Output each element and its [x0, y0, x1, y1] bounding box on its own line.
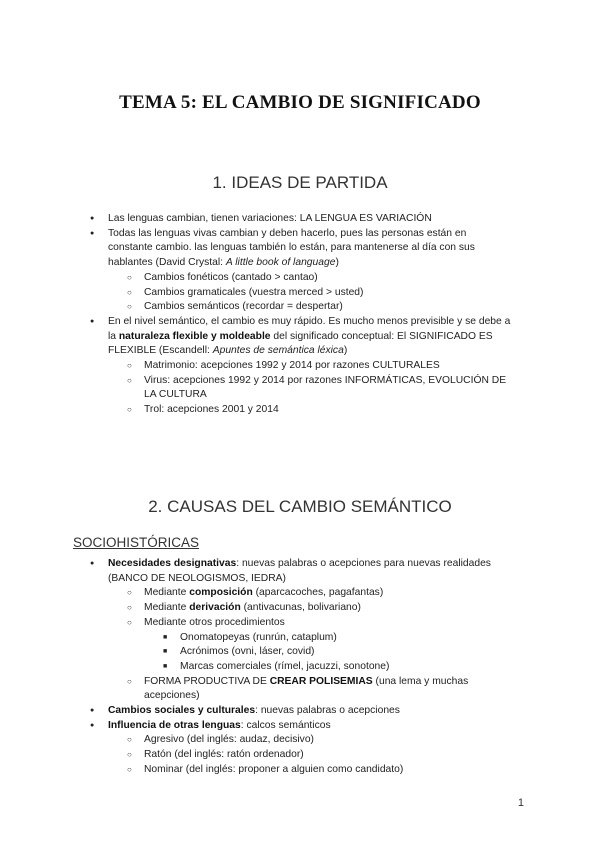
- list-item: [0, 227, 600, 271]
- list-item: [0, 557, 600, 586]
- causas-list: [0, 557, 600, 778]
- list-subitem: [0, 300, 600, 315]
- list-subitem: [0, 675, 600, 704]
- bold-term: Cambios sociales y culturales: [108, 705, 256, 717]
- list-item: [0, 315, 600, 359]
- list-item: [0, 719, 600, 734]
- subsection-heading: SOCIOHISTÓRICAS: [73, 535, 200, 550]
- list-subitem: [0, 586, 600, 601]
- list-subitem-text: Mediante: [144, 602, 190, 614]
- list-subitem: [0, 748, 600, 763]
- list-subitem-text-end: (antivacunas, bolivariano): [240, 602, 361, 614]
- list-subitem-text: Matrimonio: acepciones 1992 y 2014 por razones CULTURALES: [144, 360, 440, 372]
- list-subitem-text: Mediante: [144, 587, 190, 599]
- list-item-text-end: ): [335, 257, 339, 269]
- bold-term: Necesidades designativas: [108, 558, 237, 569]
- list-subitem-text: Agresivo (del inglés: audaz, decisivo): [144, 734, 314, 746]
- list-subitem-text: Ratón (del inglés: ratón ordenador): [144, 749, 304, 761]
- document-title: TEMA 5: EL CAMBIO DE SIGNIFICADO: [119, 92, 481, 113]
- list-subitem-text: Nominar (del inglés: proponer a alguien como candidato): [144, 763, 404, 775]
- bold-term: derivación: [189, 602, 241, 614]
- page-number: 1: [517, 797, 524, 809]
- list-subitem-text: Virus: acepciones 1992 y 2014 por razones INFORMÁTICAS, EVOLUCIÓN DE LA CULTURA: [144, 374, 507, 401]
- list-subitem-text-end: (una lema y muchas acepciones): [144, 675, 469, 702]
- list-item-text-end: ): [343, 345, 348, 357]
- list-subitem: [0, 763, 600, 778]
- list-subsubitem-text: Onomatopeyas (runrún, cataplum): [180, 631, 337, 643]
- bold-term: naturaleza flexible y moldeable: [118, 330, 271, 342]
- list-subitem-text: Cambios semánticos (recordar = despertar): [144, 301, 343, 313]
- list-subitem: [0, 286, 600, 301]
- list-subitem: [0, 616, 600, 631]
- section-heading-ideas: 1. IDEAS DE PARTIDA: [212, 173, 388, 192]
- list-subitem-text: Cambios fonéticos (cantado > cantao): [144, 271, 318, 283]
- list-item-text: Las lenguas cambian, tienen variaciones: LA LENGUA ES VARIACIÓN: [108, 213, 432, 224]
- list-item-text: En el nivel semántico, el cambio es muy rápido. Es mucho menos previsible y se debe a la: [108, 315, 511, 342]
- list-subsubitem: [0, 631, 600, 646]
- list-subsubitem-text: Acrónimos (ovni, láser, covid): [180, 646, 315, 658]
- book-title: A little book of language: [225, 257, 336, 269]
- list-subitem-text-end: (aparcacoches, pagafantas): [252, 587, 384, 599]
- list-item-text-mid: del significado conceptual: El SIGNIFICADO ES FLEXIBLE (Escandell:: [108, 330, 493, 357]
- list-item-text: : nuevas palabras o acepciones para nuevas realidades (BANCO DE NEOLOGISMOS, IEDRA): [108, 558, 491, 584]
- list-subitem: [0, 601, 600, 616]
- list-subsubitem-text: Marcas comerciales (rímel, jacuzzi, sonotone): [180, 660, 390, 672]
- section-heading-causas: 2. CAUSAS DEL CAMBIO SEMÁNTICO: [148, 497, 452, 516]
- list-item: [0, 212, 600, 227]
- list-subitem-text: FORMA PRODUCTIVA DE: [144, 675, 270, 687]
- list-subitem-text: Cambios gramaticales (vuestra merced > usted): [144, 286, 364, 298]
- list-item-text: Todas las lenguas vivas cambian y deben hacerlo, pues las personas están en constante cambio. las lenguas también lo están, para mantenerse al día con sus hablantes (David Crystal:: [108, 227, 475, 269]
- list-subitem-text: Trol: acepciones 2001 y 2014: [144, 404, 279, 416]
- bold-term: composición: [189, 587, 253, 599]
- list-item: [0, 704, 600, 719]
- list-subitem-text: Mediante otros procedimientos: [144, 616, 285, 628]
- list-subitem: [0, 359, 600, 374]
- list-subsubitem: [0, 660, 600, 675]
- book-title: Apuntes de semántica léxica: [212, 345, 344, 357]
- list-subitem: [0, 374, 600, 403]
- list-item-text: : nuevas palabras o acepciones: [255, 705, 400, 717]
- list-item-text: : calcos semánticos: [240, 719, 331, 731]
- bold-term: Influencia de otras lenguas: [108, 719, 241, 731]
- list-subitem: [0, 403, 600, 418]
- list-subitem: [0, 271, 600, 286]
- list-subsubitem: [0, 645, 600, 660]
- bold-term: CREAR POLISEMIAS: [269, 675, 373, 687]
- ideas-list: [0, 212, 600, 418]
- list-subitem: [0, 733, 600, 748]
